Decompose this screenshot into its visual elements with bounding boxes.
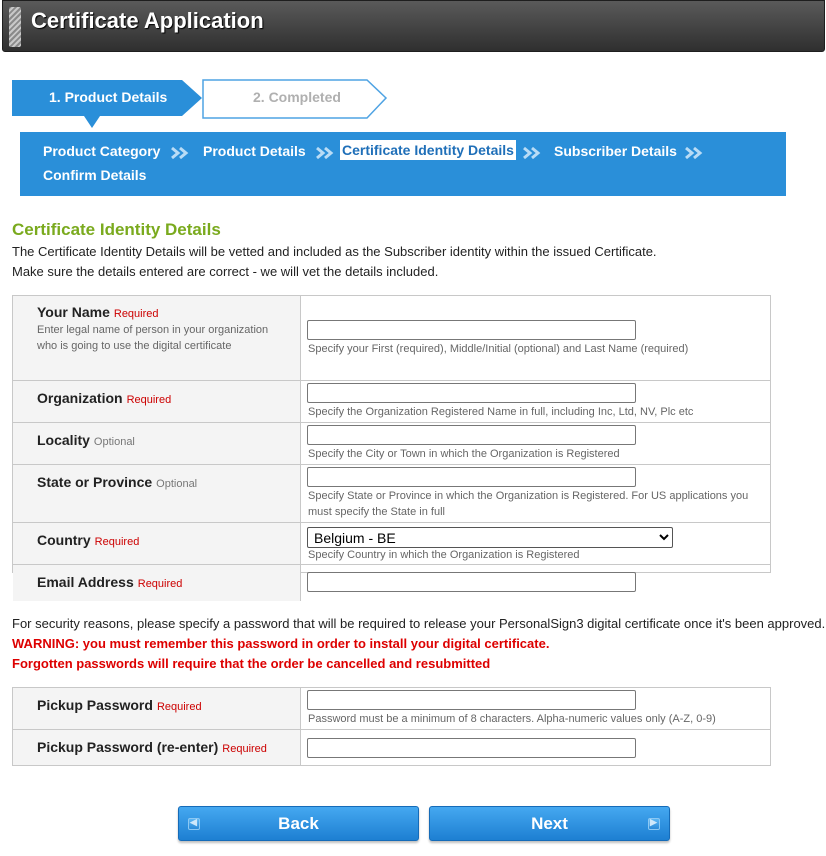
step-2-label: 2. Completed	[253, 89, 341, 105]
locality-help: Specify the City or Town in which the Organization is Registered	[308, 448, 620, 460]
step-1-label: 1. Product Details	[49, 89, 168, 105]
country-help: Specify Country in which the Organization is Registered	[308, 549, 580, 561]
step-progress	[12, 78, 412, 130]
pickup-password-help: Password must be a minimum of 8 characters. Alpha-numeric values only (A-Z, 0-9)	[308, 713, 716, 725]
country-label: Country	[37, 532, 91, 548]
back-button-label: Back	[278, 814, 319, 833]
your-name-label: Your Name	[37, 304, 110, 320]
locality-input[interactable]	[307, 425, 636, 445]
page-title: Certificate Application	[31, 8, 264, 33]
required-tag: Required	[222, 743, 267, 755]
pickup-password-label: Pickup Password	[37, 697, 153, 713]
pickup-password-reenter-label: Pickup Password (re-enter)	[37, 739, 219, 755]
form-row-state	[13, 465, 770, 523]
chevron-right-icon	[522, 146, 542, 160]
back-button[interactable]	[178, 806, 419, 841]
subnav-item-product-details[interactable]: Product Details	[203, 143, 306, 159]
chevron-right-icon	[315, 146, 335, 160]
form-row-your-name	[13, 296, 770, 381]
state-help: Specify State or Province in which the Organization is Registered. For US applications you must specify the State in full	[308, 490, 749, 518]
subnav-item-subscriber-details[interactable]: Subscriber Details	[554, 143, 677, 159]
identity-form	[12, 295, 771, 590]
chevron-right-icon	[170, 146, 190, 160]
page-header	[2, 0, 825, 52]
password-warning-1: WARNING: you must remember this password in order to install your digital certificate.	[12, 636, 550, 651]
required-tag: Required	[126, 394, 172, 406]
intro-line-1: The Certificate Identity Details will be vetted and included as the Subscriber identity within the issued Certificate.	[12, 244, 657, 259]
header-stripe-decoration	[9, 7, 21, 47]
your-name-input[interactable]	[307, 320, 636, 340]
country-select[interactable]	[307, 527, 673, 548]
locality-label: Locality	[37, 432, 90, 448]
required-tag: Required	[156, 701, 202, 713]
form-row-pickup-password	[13, 688, 770, 730]
form-row-locality	[13, 423, 770, 465]
email-input[interactable]	[307, 572, 636, 592]
arrow-left-icon: ◀	[188, 818, 200, 830]
pickup-password-input[interactable]	[307, 690, 636, 710]
required-tag: Required	[113, 308, 159, 320]
form-row-pickup-password-reenter	[13, 730, 770, 765]
state-label: State or Province	[37, 474, 153, 490]
sub-navigation	[20, 132, 786, 196]
section-title: Certificate Identity Details	[12, 220, 221, 239]
password-form	[12, 687, 771, 766]
password-warning-2: Forgotten passwords will require that the order be cancelled and resubmitted	[12, 656, 491, 671]
your-name-description: Enter legal name of person in your organization who is going to use the digital certificate	[37, 324, 269, 352]
form-row-country	[13, 523, 770, 565]
optional-tag: Optional	[156, 478, 198, 490]
your-name-help: Specify your First (required), Middle/Initial (optional) and Last Name (required)	[308, 343, 689, 355]
subnav-item-confirm-details[interactable]: Confirm Details	[43, 167, 147, 183]
optional-tag: Optional	[93, 436, 135, 448]
form-row-organization	[13, 381, 770, 423]
subnav-item-certificate-identity-details[interactable]: Certificate Identity Details	[342, 142, 514, 158]
required-tag: Required	[137, 578, 183, 590]
chevron-right-icon	[684, 146, 704, 160]
required-tag: Required	[94, 536, 140, 548]
next-button-label: Next	[531, 814, 568, 833]
form-row-email	[13, 565, 770, 601]
email-label: Email Address	[37, 574, 134, 590]
organization-label: Organization	[37, 390, 123, 406]
intro-line-2: Make sure the details entered are correct - we will vet the details included.	[12, 264, 439, 279]
organization-help: Specify the Organization Registered Name in full, including Inc, Ltd, NV, Plc etc	[308, 406, 694, 418]
security-note: For security reasons, please specify a password that will be required to release your PersonalSign3 digital certificate once it's been approved.	[12, 616, 826, 631]
pickup-password-reenter-input[interactable]	[307, 738, 636, 758]
subnav-item-product-category[interactable]: Product Category	[43, 143, 161, 159]
next-button[interactable]	[429, 806, 670, 841]
organization-input[interactable]	[307, 383, 636, 403]
state-input[interactable]	[307, 467, 636, 487]
arrow-right-icon: ▶	[648, 818, 660, 830]
